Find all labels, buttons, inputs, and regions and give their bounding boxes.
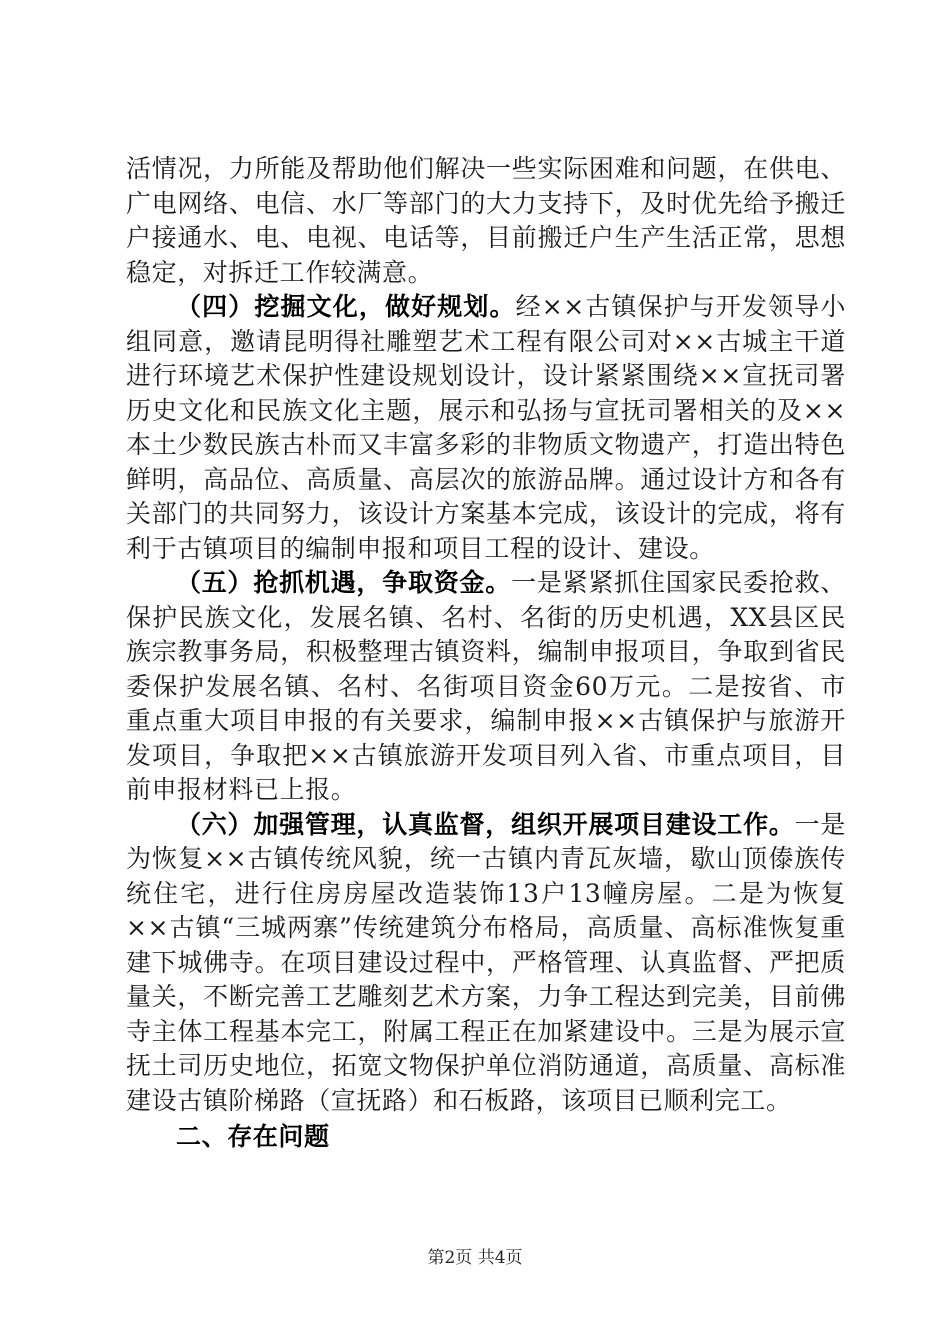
paragraph-text: 经××古镇保护与开发领导小组同意，邀请昆明得社雕塑艺术工程有限公司对××古城主干道进行环境艺术保护性建设规划设计，设计紧紧围绕××宣抚司署历史文化和民族文化主题，展示和弘扬与宣抚司署相关的及××本土少数民族古朴而又丰富多彩的非物质文物遗产，打造出特色鲜明，高品位、高质量、高层次的旅游品牌。通过设计方和各有关部门的共同努力，该设计方案基本完成，该设计的完成，将有利于古镇项目的编制申报和项目工程的设计、建设。 (126, 292, 846, 563)
paragraph-management (126, 808, 846, 1119)
document-body (126, 152, 846, 1155)
paragraph-heading: （四）挖掘文化，做好规划。 (176, 292, 516, 321)
section-heading: 二、存在问题 (176, 1122, 330, 1151)
paragraph-text: 一是紧紧抓住国家民委抢救、保护民族文化，发展名镇、名村、名街的历史机遇，XX县区民族宗教事务局，积极整理古镇资料，编制申报项目，争取到省民委保护发展名镇、名村、名街项目资金60万元。二是按省、市重点重大项目申报的有关要求，编制申报××古镇保护与旅游开发项目，争取把××古镇旅游开发项目列入省、市重点项目，目前申报材料已上报。 (126, 568, 846, 804)
paragraph-text: 一是为恢复××古镇传统风貌，统一古镇内青瓦灰墙，歇山顶傣族传统住宅，进行住房房屋改造装饰13户13幢房屋。二是为恢复××古镇“三城两寨”传统建筑分布格局，高质量、高标准恢复重建下城佛寺。在项目建设过程中，严格管理、认真监督、严把质量关，不断完善工艺雕刻艺术方案，力争工程达到完美，目前佛寺主体工程基本完工，附属工程正在加紧建设中。三是为展示宣抚土司历史地位，拓宽文物保护单位消防通道，高质量、高标准建设古镇阶梯路（宣抚路）和石板路，该项目已顺利完工。 (126, 809, 847, 1115)
page-footer: 第2页 共4页 (427, 1248, 523, 1268)
paragraph-continuation: 活情况，力所能及帮助他们解决一些实际困难和问题，在供电、广电网络、电信、水厂等部门的大力支持下，及时优先给予搬迁户接通水、电、电视、电话等，目前搬迁户生产生活正常，思想稳定，对拆迁工作较满意。 (126, 154, 846, 287)
paragraph-culture-planning (126, 290, 846, 566)
paragraph-funding (126, 566, 846, 808)
paragraph-heading: （六）加强管理，认真监督，组织开展项目建设工作。 (176, 809, 795, 839)
paragraph-heading: （五）抢抓机遇，争取资金。 (176, 568, 512, 597)
